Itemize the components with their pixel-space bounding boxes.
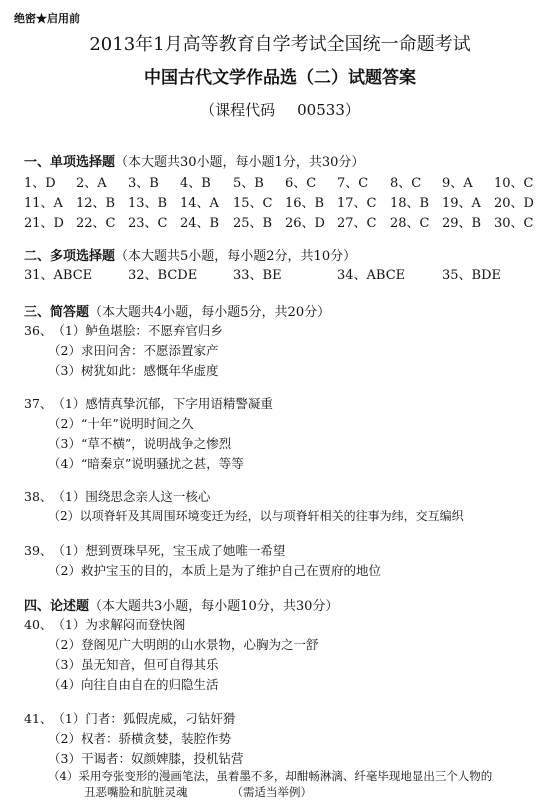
answer-cell: 14、A (180, 196, 219, 211)
answer-cell: 34、ABCE (337, 268, 406, 283)
course-code-label: （课程代码 (200, 101, 276, 119)
section3-title: 三、简答题 (24, 305, 90, 320)
q37-line-4: （4）“暗秦京”说明骚扰之甚，等等 (48, 456, 244, 471)
section3-detail: （本大题共4小题，每小题5分，共20分） (89, 305, 331, 320)
answer-cell: 4、B (180, 176, 211, 191)
q41-line-3: （3）干谒者：奴颜婢膝，投机钻营 (48, 751, 244, 766)
q40-line-4: （4）向往自由自在的归隐生活 (48, 677, 219, 692)
answer-cell: 5、B (233, 176, 264, 191)
exam-title: 2013年1月高等教育自学考试全国统一命题考试 (89, 34, 471, 55)
answer-cell: 10、C (494, 176, 534, 191)
q39-line-1: 39、（1）想到贾珠早死，宝玉成了她唯一希望 (24, 543, 286, 558)
answer-cell: 12、B (76, 196, 116, 211)
q37-line-2: （2）“十年”说明时间之久 (48, 416, 194, 431)
answer-cell: 6、C (285, 176, 317, 191)
answer-cell: 20、D (494, 196, 534, 211)
answer-cell: 19、A (442, 196, 481, 211)
q41-line-2: （2）权者：骄横贪婪，装腔作势 (48, 731, 231, 746)
answer-cell: 32、BCDE (128, 268, 198, 283)
answer-cell: 31、ABCE (24, 268, 93, 283)
q36-line-2: （2）求田问舍：不愿添置家产 (48, 343, 219, 358)
answer-cell: 24、B (180, 216, 220, 231)
answer-cell: 1、D (24, 176, 56, 191)
answer-cell: 7、C (337, 176, 369, 191)
answer-cell: 11、A (24, 196, 63, 211)
section1-title: 一、单项选择题 (24, 155, 116, 170)
q38-line-1: 38、（1）围绕思念亲人这一核心 (24, 489, 211, 504)
answer-cell: 17、C (337, 196, 377, 211)
secret-label: 绝密★启用前 (14, 12, 80, 25)
section1-heading (24, 151, 364, 170)
q40-line-1: 40、（1）为求解闷而登快阁 (24, 617, 186, 632)
answer-cell: 35、BDE (442, 268, 502, 283)
question-number: 37、 (24, 396, 53, 411)
answer-row (24, 212, 544, 232)
answer-row (24, 192, 544, 212)
section1-detail: （本大题共30小题，每小题1分，共30分） (115, 155, 365, 170)
q41-line-4: （4）采用夸张变形的漫画笔法，虽着墨不多，却酣畅淋漓、纤毫毕现地显出三个人物的 (48, 769, 493, 783)
answer-cell: 16、B (285, 196, 325, 211)
section2-answers (24, 264, 544, 284)
answer-cell: 28、C (390, 216, 430, 231)
answer-cell: 26、D (285, 216, 325, 231)
q37-line-3: （3）“草不横”，说明战争之惨烈 (48, 436, 232, 451)
question-number: 36、 (24, 323, 53, 338)
answer-cell: 33、BE (233, 268, 282, 283)
answer-cell: 15、C (233, 196, 273, 211)
answer-cell: 2、A (76, 176, 107, 191)
answer-cell: 3、B (128, 176, 159, 191)
section2-heading (24, 245, 356, 264)
answer-row (24, 172, 544, 192)
q38-line-2: （2）以项脊轩及其周围环境变迁为经，以与项脊轩相关的往事为纬，交互编织 (48, 509, 464, 523)
q36-line-1: 36、（1）鲈鱼堪脍：不愿弃官归乡 (24, 323, 223, 338)
q41-line-1: 41、（1）门者：狐假虎威，刁钻奸猾 (24, 711, 236, 726)
answer-cell: 25、B (233, 216, 273, 231)
section2-detail: （本大题共5小题，每小题2分，共10分） (115, 249, 357, 264)
section4-title: 四、论述题 (24, 599, 90, 614)
section4-heading (24, 595, 338, 614)
answer-cell: 27、C (337, 216, 377, 231)
q40-line-2: （2）登阁见广大明朗的山水景物，心胸为之一舒 (48, 637, 319, 652)
q37-line-1: 37、（1）感情真挚沉郁，下字用语精警凝重 (24, 396, 273, 411)
question-number: 38、 (24, 489, 53, 504)
question-number: 39、 (24, 543, 53, 558)
answer-cell: 8、C (390, 176, 422, 191)
question-number: 41、 (24, 711, 53, 726)
answer-cell: 13、B (128, 196, 168, 211)
course-code-value: 00533） (297, 101, 360, 119)
section2-title: 二、多项选择题 (24, 249, 116, 264)
course-code-line (0, 99, 560, 120)
answer-cell: 21、D (24, 216, 64, 231)
q40-line-3: （3）虽无知音，但可自得其乐 (48, 657, 219, 672)
answer-cell: 30、C (494, 216, 534, 231)
subject-title: 中国古代文学作品选（二）试题答案 (144, 68, 416, 88)
q41-line-5: 丑恶嘴脸和肮脏灵魂 （需适当举例） (84, 785, 312, 799)
q36-line-3: （3）树犹如此：感慨年华虚度 (48, 363, 219, 378)
section3-heading (24, 301, 330, 320)
q39-line-2: （2）救护宝玉的目的，本质上是为了维护自己在贾府的地位 (48, 563, 381, 578)
answer-cell: 18、B (390, 196, 430, 211)
section4-detail: （本大题共3小题，每小题10分，共30分） (89, 599, 339, 614)
answer-cell: 9、A (442, 176, 473, 191)
q41-note: （需适当举例） (231, 785, 312, 799)
question-number: 40、 (24, 617, 53, 632)
answer-cell: 29、B (442, 216, 482, 231)
answer-cell: 23、C (128, 216, 168, 231)
answer-cell: 22、C (76, 216, 116, 231)
section1-answer-grid (24, 172, 544, 232)
